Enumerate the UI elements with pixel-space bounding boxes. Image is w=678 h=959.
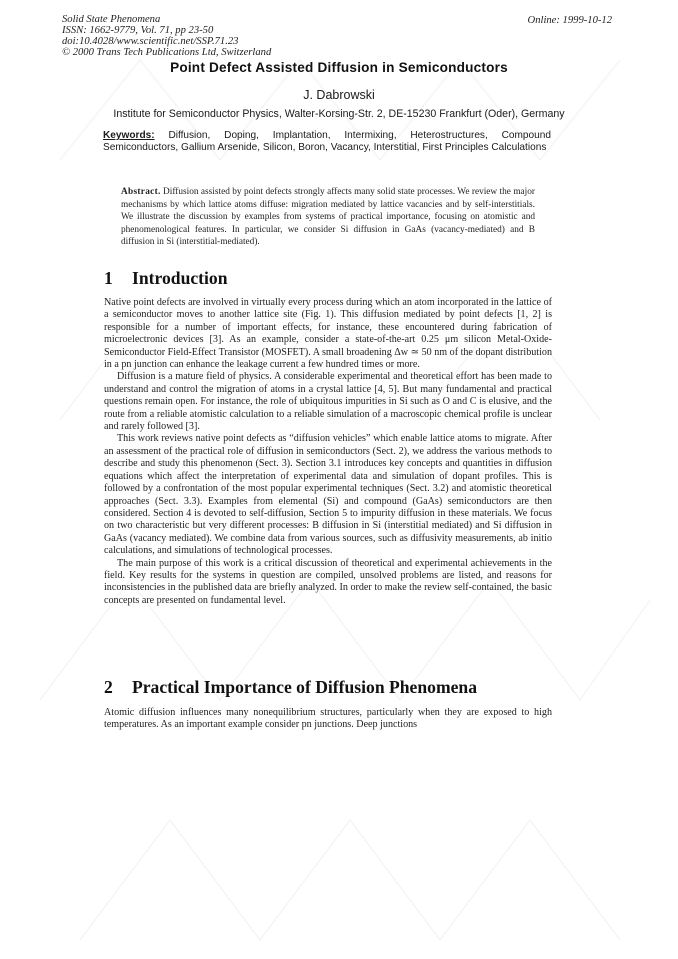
paper-author: J. Dabrowski bbox=[303, 88, 375, 102]
paragraph: Atomic diffusion influences many nonequilibrium structures, particularly when they are exposed to high temperatures. As an important example consider pn junctions. Deep junctions bbox=[104, 707, 552, 731]
section-title: Introduction bbox=[132, 268, 228, 288]
abstract-text: Diffusion assisted by point defects strongly affects many solid state processes. We review the major mechanisms by which lattice atoms diffuse: migration mediated by lattice vacancies and by self-interstitials. We illustrate the discussion by examples from systems of practical importance, focusing on atomistic and phenomenological features. In particular, we consider Si diffusion in GaAs (vacancy-mediated) and B diffusion in Si (interstitial-mediated). bbox=[121, 187, 535, 248]
journal-doi[interactable]: doi:10.4028/www.scientific.net/SSP.71.23 bbox=[62, 35, 239, 47]
paragraph: Native point defects are involved in virtually every process during which an atom incorporated in the lattice of a semiconductor moves to another lattice site (Fig. 1). This diffusion mediated by point defects [1, 2] is responsible for a number of important effects, for instance, these encountered during fabrication of microelectronic devices [3]. As an example, consider a state-of-the-art 0.25 μm silicon Metal-Oxide-Semiconductor Field-Effect Transistor (MOSFET). A small broadening Δw ≃ 50 nm of the dopant distribution in a pn junction can enhance the leakage current a few hundred times or more. bbox=[104, 297, 552, 371]
keywords-block bbox=[103, 130, 551, 155]
keywords-text: Diffusion, Doping, Implantation, Intermixing, Heterostructures, Compound Semiconductors, Gallium Arsenide, Silicon, Boron, Vacancy, Interstitial, First Principles Calculations bbox=[103, 130, 551, 154]
journal-info bbox=[62, 15, 271, 59]
section-number: 1 bbox=[104, 268, 113, 288]
abstract-label: Abstract. bbox=[121, 187, 161, 197]
journal-copyright: © 2000 Trans Tech Publications Ltd, Switzerland bbox=[62, 46, 272, 58]
section-body bbox=[104, 707, 552, 732]
section-number: 2 bbox=[104, 677, 113, 697]
paper-title: Point Defect Assisted Diffusion in Semiconductors bbox=[170, 60, 508, 75]
keywords-label: Keywords: bbox=[103, 130, 155, 141]
paragraph: Diffusion is a mature field of physics. A considerable experimental and theoretical effort has been made to understand and control the migration of atoms in a crystal lattice [4, 5]. But many fundamental and practical questions remain open. For instance, the role of ubiquitous impurities in Si such as O and C is elusive, and the route from a reliable atomistic calculation to a reliable simulation of a macroscopic chemical profile is unclear and rarely followed [3]. bbox=[104, 371, 552, 433]
section-body bbox=[104, 297, 552, 607]
section-heading bbox=[104, 268, 228, 289]
journal-name: Solid State Phenomena bbox=[62, 14, 161, 25]
journal-issn: ISSN: 1662-9779, Vol. 71, pp 23-50 bbox=[62, 24, 214, 36]
abstract-block bbox=[121, 186, 535, 249]
online-date: Online: 1999-10-12 bbox=[527, 15, 612, 26]
paragraph: The main purpose of this work is a critical discussion of theoretical and experimental achievements in the field. Key results for the systems in question are compiled, unsolved problems are listed, and reasons for inconsistencies in the published data are briefly analyzed. In order to make the review self-contained, the basic concepts are presented on fundamental level. bbox=[104, 557, 552, 606]
section-title: Practical Importance of Diffusion Phenomena bbox=[132, 677, 477, 697]
paper-affiliation: Institute for Semiconductor Physics, Walter-Korsing-Str. 2, DE-15230 Frankfurt (Oder), Germany bbox=[113, 108, 565, 120]
section-heading bbox=[104, 677, 477, 698]
paragraph: This work reviews native point defects as “diffusion vehicles” which enable lattice atoms to migrate. After an assessment of the practical role of diffusion in semiconductors (Sect. 2), we address the various methods to describe and study this phenomenon (Sect. 3). Section 3.1 introduces key concepts and quantities in diffusion equations which affect the interpretation of experimental data and simulation of dopant profiles. This is followed by a confrontation of the most popular experimental techniques (Sect. 3.2) and atomistic theoretical approaches (Sect. 3.3). Examples from elemental (Si) and compound (GaAs) semiconductors are then considered. Section 4 is devoted to self-diffusion, Section 5 to impurity diffusion in these materials. We focus on two characteristic but very different processes: B diffusion in Si (interstitial mediated) and Si diffusion in GaAs (vacancy mediated). We combine data from various sources, such as diffusivity measurements, ab initio calculations, and simulations of technological processes. bbox=[104, 433, 552, 557]
